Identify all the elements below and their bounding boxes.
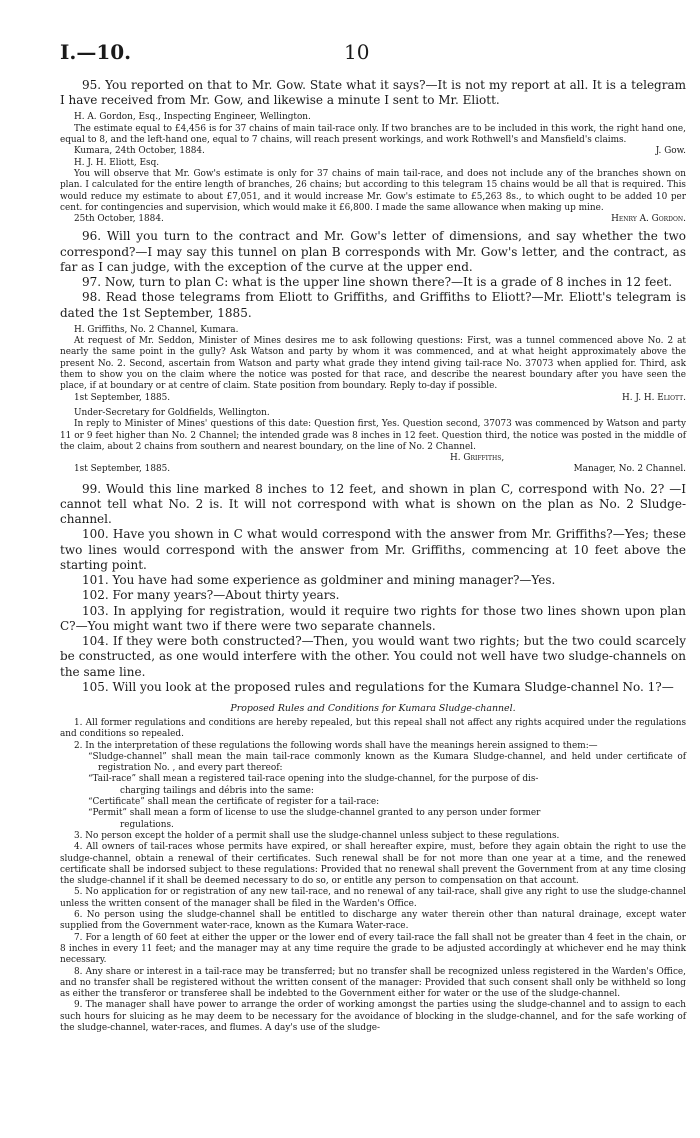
telegram-date: 1st September, 1885. xyxy=(74,464,171,475)
question-104: 104. If they were both constructed?—Then, you would want two rights; but the two could scarcely be constructed, as one would interfere with the other. You could not well have two sludge-channels on the same line. xyxy=(60,634,686,679)
question-100: 100. Have you shown in C what would correspond with the answer from Mr. Griffiths?—Yes; these two lines would correspond with the answer from Mr. Griffiths, commencing at 10 feet above the starting point. xyxy=(60,527,686,572)
page-header xyxy=(60,40,686,64)
definition-sludge-channel: “Sludge-channel” shall mean the main tail-race commonly known as the Kumara Sludge-channel, and held under certificate of registration No. , and every part thereof: xyxy=(88,751,686,774)
question-95: 95. You reported on that to Mr. Gow. State what it says?—It is not my report at all. It is a telegram I have received from Mr. Gow, and likewise a minute I sent to Mr. Eliott. xyxy=(60,78,686,108)
telegram-addressee: H. Griffiths, No. 2 Channel, Kumara. xyxy=(74,324,239,335)
rules-title: Proposed Rules and Conditions for Kumara Sludge-channel. xyxy=(230,702,516,714)
telegram-body: In reply to Minister of Mines' questions of this date: Question first, Yes. Question second, 37073 was commenced by Watson and party 11 or 9 feet higher than No. 2 Channel; the intended grade was 8 inches in 12 feet. Question third, the notice was posted in the middle of the claim, about 2 chains from southern and nearest boundary, on the line of No. 2 Channel. xyxy=(60,419,686,452)
rule-4: 4. All owners of tail-races whose permits have expired, or shall hereafter expire, must, before they again obtain the right to use the sludge-channel, obtain a renewal of their certificates. Such renewal shall be for not more than one year at a time, and the renewed certificate shall be indorsed subject to these regulations: Provided that no renewal shall prevent the Government from at any time closing the sludge-channel if it shall be deemed necessary to do so, or entitle any person to compensation on that account. xyxy=(60,842,686,887)
question-99: 99. Would this line marked 8 inches to 12 feet, and shown in plan C, correspond with No. 2? —I cannot tell what No. 2 is. It will not correspond with what is shown on the plan as No. 2 Sludge-channel. xyxy=(60,481,686,527)
question-103: 103. In applying for registration, would it require two rights for those two lines shown upon plan C?—You might want two if there were two separate channels. xyxy=(60,603,686,633)
question-102: 102. For many years?—About thirty years. xyxy=(82,588,340,603)
telegram-signature: J. Gow. xyxy=(655,146,686,157)
telegram-griffiths xyxy=(60,408,686,476)
rules-list xyxy=(60,718,686,1034)
definition-certificate: “Certificate” shall mean the certificate of register for a tail-race: xyxy=(88,797,380,808)
question-98: 98. Read those telegrams from Eliott to Griffiths, and Griffiths to Eliott?—Mr. Eliott's telegram is dated the 1st September, 1885. xyxy=(60,290,686,320)
rule-9: 9. The manager shall have power to arrange the order of working amongst the parties using the sludge-channel and to assign to each such hours for sluicing as he may deem to be necessary for the avoidance of blocking in the sludge-channel, and for the safe working of the sludge-channel, water-races, and flumes. A day's use of the sludge- xyxy=(60,1000,686,1033)
rule-1: 1. All former regulations and conditions are hereby repealed, but this repeal shall not affect any rights acquired under the regulations and conditions so repealed. xyxy=(60,717,686,740)
rule-6: 6. No person using the sludge-channel shall be entitled to discharge any water therein other than natural drainage, except water supplied from the Government water-race, known as the Kumara Water-race. xyxy=(60,910,686,932)
telegram-signature: H. Griffiths, xyxy=(450,453,505,464)
telegram-date: 1st September, 1885. xyxy=(74,392,171,403)
rule-7: 7. For a length of 60 feet at either the upper or the lower end of every tail-race the fall shall not be greater than 4 feet in the chain, or 8 inches in every 11 feet; and the manager may at any time require the grade to be adjusted accordingly at whichever end he may think necessary. xyxy=(60,932,686,966)
telegram-gow xyxy=(60,112,686,157)
definition-permit-cont: regulations. xyxy=(120,819,174,830)
document-reference: I.—10. xyxy=(60,40,132,64)
minute-signature: Henry A. Gordon. xyxy=(611,214,686,225)
page-number: 10 xyxy=(344,40,370,64)
question-97: 97. Now, turn to plan C: what is the upper line shown there?—It is a grade of 8 inches in 12 feet. xyxy=(82,275,673,290)
telegram-signature: H. J. H. Eliott. xyxy=(622,392,686,403)
telegram-eliott xyxy=(60,325,686,404)
telegram-body: The estimate equal to £4,456 is for 37 chains of main tail-race only. If two branches are to be included in this work, the right hand one, equal to 8, and the left-hand one, equal to 7 chains, will reach present workings, and work Rothwell's and Mansfield's claims. xyxy=(60,123,686,146)
minute-body: You will observe that Mr. Gow's estimate is only for 37 chains of main tail-race, and does not include any of the branches shown on plan. I calculated for the entire length of branches, 26 chains; but according to this telegram 15 chains would be all that is required. This would reduce my estimate to about £7,051, and it would increase Mr. Gow's estimate to £5,263 8s., to which ought to be added 10 per cent. for contingencies and supervision, which would make it £6,800. I made the same allowance when making up mine. xyxy=(60,168,686,213)
rule-5: 5. No application for or registration of any new tail-race, and no renewal of any tail-race, shall give any right to use the sludge-channel unless the written consent of the manager shall be filed in the Warden's Office. xyxy=(60,887,686,909)
question-96: 96. Will you turn to the contract and Mr. Gow's letter of dimensions, and say whether the two correspond?—I may say this tunnel on plan B corresponds with Mr. Gow's letter, and the contract, as far as I can judge, with the exception of the curve at the upper end. xyxy=(60,229,686,274)
rule-2: 2. In the interpretation of these regulations the following words shall have the meanings herein assigned to them:— xyxy=(74,740,598,751)
telegram-addressee: H. A. Gordon, Esq., Inspecting Engineer, Wellington. xyxy=(74,112,311,123)
rule-3: 3. No person except the holder of a permit shall use the sludge-channel unless subject to these regulations. xyxy=(74,830,560,841)
question-101: 101. You have had some experience as goldminer and mining manager?—Yes. xyxy=(82,573,556,588)
question-105: 105. Will you look at the proposed rules and regulations for the Kumara Sludge-channel No. 1?— xyxy=(82,679,674,694)
definition-tail-race: “Tail-race” shall mean a registered tail-race opening into the sludge-channel, for the purpose of dis- xyxy=(88,774,539,785)
definition-permit: “Permit” shall mean a form of license to use the sludge-channel granted to any person under former xyxy=(88,808,541,819)
telegram-addressee: Under-Secretary for Goldfields, Wellington. xyxy=(74,407,270,418)
telegram-signer-role: Manager, No. 2 Channel. xyxy=(573,464,686,475)
minute-gordon xyxy=(60,158,686,226)
minute-date: 25th October, 1884. xyxy=(74,214,164,225)
definition-tail-race-cont: charging tailings and débris into the same: xyxy=(120,785,314,796)
minute-addressee: H. J. H. Eliott, Esq. xyxy=(74,157,160,168)
rule-8: 8. Any share or interest in a tail-race may be transferred; but no transfer shall be recognized unless registered in the Warden's Office, and no transfer shall be registered without the written consent of the manager: Provided that such consent shall only be withheld so long as either the transferor or transferee shall be indebted to the Government either for water or the use of the sludge-channel. xyxy=(60,966,686,1000)
telegram-body: At request of Mr. Seddon, Minister of Mines desires me to ask following questions: First, was a tunnel commenced above No. 2 at nearly the same point in the gully? Ask Watson and party by whom it was commenced, and at what height approximately above the present No. 2. Second, ascertain from Watson and party what grade they intend giving tail-race No. 37073 when applied for. Third, ask them to show you on the claim where the notice was posted for that race, and describe the nearest boundary after you have seen the place, if at boundary or at centre of claim. State position from boundary. Reply to-day if possible. xyxy=(60,336,686,392)
telegram-place-date: Kumara, 24th October, 1884. xyxy=(74,146,205,157)
